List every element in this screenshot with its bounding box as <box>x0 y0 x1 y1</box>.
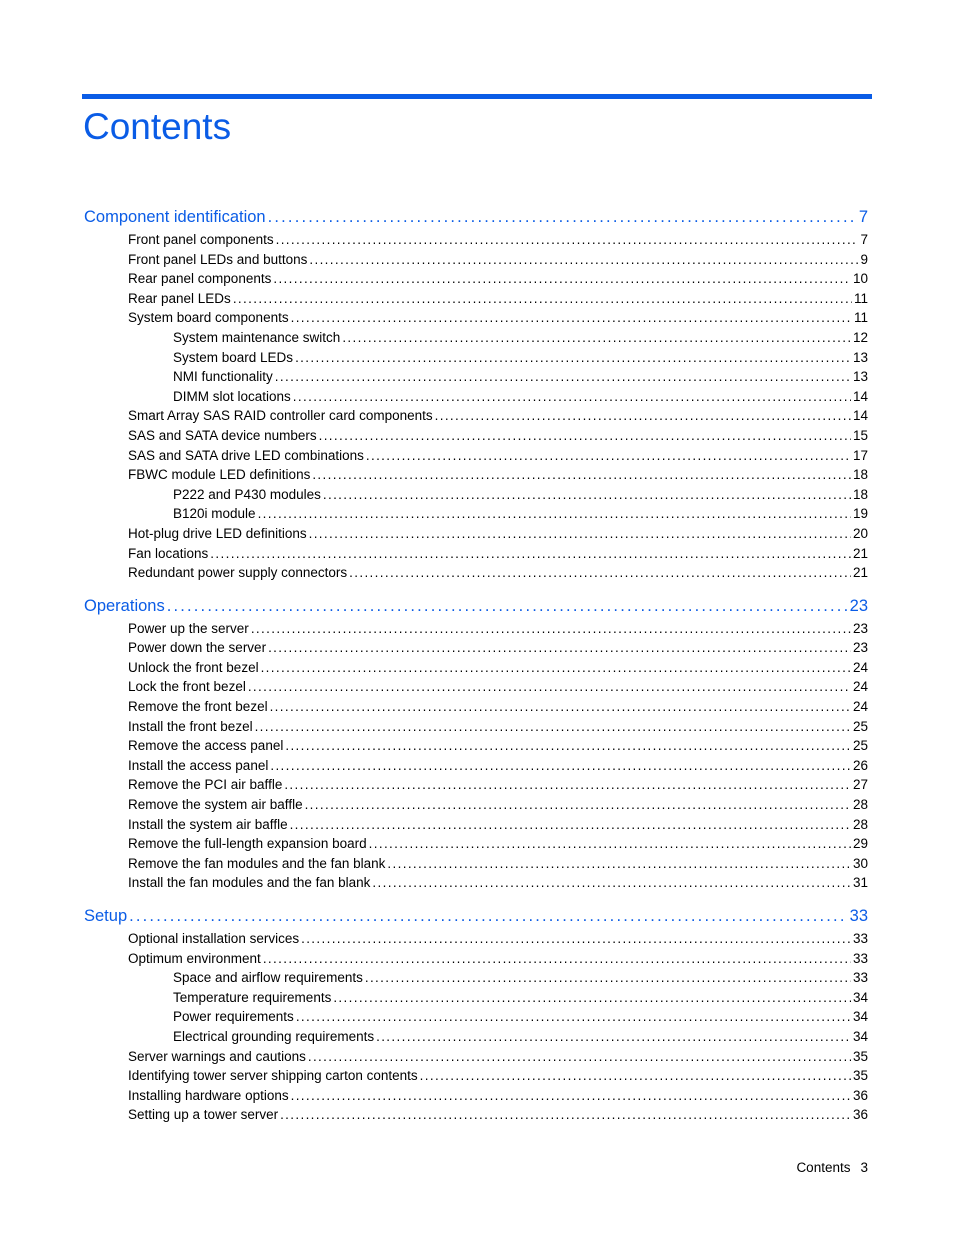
page-title: Contents <box>83 106 232 147</box>
toc-entry-title: Install the system air baffle <box>128 816 288 832</box>
toc-entry-page-number: 31 <box>852 875 868 891</box>
toc-entry-title: Front panel LEDs and buttons <box>128 251 308 267</box>
toc-entry-title: Remove the front bezel <box>128 699 268 715</box>
toc-entry-page-number: 35 <box>852 1068 868 1084</box>
toc-entry-title: P222 and P430 modules <box>173 486 321 502</box>
toc-section-entry[interactable] <box>0 658 954 678</box>
table-of-contents <box>0 204 954 1125</box>
toc-dot-leader <box>349 563 851 583</box>
toc-entry-page-number: 24 <box>852 659 868 675</box>
toc-entry-title: System board components <box>128 310 289 326</box>
toc-dot-leader <box>268 204 857 230</box>
page-footer <box>796 1158 868 1178</box>
toc-section-entry[interactable] <box>0 1047 954 1067</box>
toc-chapter-entry[interactable] <box>0 204 954 230</box>
toc-entry-page-number: 34 <box>852 1009 868 1025</box>
toc-dot-leader <box>167 593 848 619</box>
toc-entry-page-number: 21 <box>852 565 868 581</box>
toc-section-entry[interactable] <box>0 834 954 854</box>
toc-dot-leader <box>263 949 851 969</box>
toc-dot-leader <box>387 854 851 874</box>
toc-subsection-entry[interactable] <box>0 1007 954 1027</box>
toc-dot-leader <box>366 446 851 466</box>
toc-entry-page-number: 36 <box>852 1107 868 1123</box>
toc-dot-leader <box>268 638 851 658</box>
toc-section-entry[interactable] <box>0 677 954 697</box>
toc-entry-title: Power down the server <box>128 640 267 656</box>
toc-entry-page-number: 11 <box>853 310 868 326</box>
toc-dot-leader <box>323 485 851 505</box>
toc-entry-page-number: 27 <box>852 777 868 793</box>
toc-entry-page-number: 12 <box>852 329 868 345</box>
toc-dot-leader <box>308 1047 851 1067</box>
toc-dot-leader <box>255 717 851 737</box>
toc-entry-page-number: 35 <box>852 1048 868 1064</box>
toc-section-entry[interactable] <box>0 736 954 756</box>
toc-entry-page-number: 18 <box>852 467 868 483</box>
toc-dot-leader <box>129 903 848 929</box>
toc-entry-page-number: 11 <box>853 290 868 306</box>
toc-entry-page-number: 19 <box>852 506 868 522</box>
toc-entry-title: Rear panel components <box>128 271 272 287</box>
toc-dot-leader <box>305 795 851 815</box>
toc-section-entry[interactable] <box>0 426 954 446</box>
toc-dot-leader <box>312 465 851 485</box>
toc-entry-title: Setup <box>84 907 128 925</box>
toc-dot-leader <box>369 834 851 854</box>
toc-entry-title: Identifying tower server shipping carton contents <box>128 1068 418 1084</box>
toc-entry-title: Unlock the front bezel <box>128 659 259 675</box>
toc-entry-page-number: 14 <box>852 388 868 404</box>
toc-dot-leader <box>293 387 851 407</box>
toc-entry-title: Fan locations <box>128 545 209 561</box>
toc-entry-title: Power requirements <box>173 1009 294 1025</box>
toc-entry-title: FBWC module LED definitions <box>128 467 311 483</box>
toc-section-entry[interactable] <box>0 756 954 776</box>
toc-entry-title: Remove the full-length expansion board <box>128 836 367 852</box>
toc-subsection-entry[interactable] <box>0 387 954 407</box>
toc-entry-title: Space and airflow requirements <box>173 970 363 986</box>
toc-dot-leader <box>309 524 851 544</box>
toc-dot-leader <box>365 968 851 988</box>
toc-entry-title: Remove the PCI air baffle <box>128 777 283 793</box>
toc-entry-page-number: 33 <box>852 970 868 986</box>
toc-entry-title: Optional installation services <box>128 931 300 946</box>
toc-entry-page-number: 23 <box>849 596 868 615</box>
toc-chapter-entry[interactable] <box>0 593 954 619</box>
toc-dot-leader <box>248 677 851 697</box>
toc-entry-page-number: 30 <box>852 855 868 871</box>
toc-section-entry[interactable] <box>0 697 954 717</box>
toc-entry-page-number: 33 <box>852 950 868 966</box>
toc-dot-leader <box>376 1027 851 1047</box>
toc-entry-page-number: 13 <box>852 369 868 385</box>
toc-dot-leader <box>309 250 858 270</box>
toc-subsection-entry[interactable] <box>0 367 954 387</box>
toc-entry-title: Smart Array SAS RAID controller card components <box>128 408 433 424</box>
toc-section-entry[interactable] <box>0 638 954 658</box>
toc-entry-page-number: 14 <box>852 408 868 424</box>
toc-entry-page-number: 7 <box>858 208 868 226</box>
toc-entry-title: Component identification <box>84 208 266 226</box>
toc-dot-leader <box>258 504 851 524</box>
toc-dot-leader <box>276 230 859 250</box>
toc-entry-title: Install the front bezel <box>128 718 253 734</box>
toc-entry-title: Optimum environment <box>128 950 261 966</box>
toc-entry-title: Front panel components <box>128 232 274 247</box>
toc-entry-title: B120i module <box>173 506 256 522</box>
toc-entry-page-number: 24 <box>852 679 868 695</box>
toc-entry-title: SAS and SATA drive LED combinations <box>128 447 364 463</box>
toc-entry-page-number: 28 <box>852 816 868 832</box>
toc-entry-title: Install the access panel <box>128 757 269 773</box>
toc-entry-title: Hot-plug drive LED definitions <box>128 525 307 541</box>
toc-entry-page-number: 10 <box>852 271 868 287</box>
toc-entry-title: Temperature requirements <box>173 989 332 1005</box>
toc-section-entry[interactable] <box>0 544 954 564</box>
toc-entry-title: DIMM slot locations <box>173 388 291 404</box>
toc-dot-leader <box>251 619 851 639</box>
toc-dot-leader <box>301 929 851 949</box>
toc-entry-title: Rear panel LEDs <box>128 290 231 306</box>
title-rule <box>82 94 872 99</box>
toc-entry-page-number: 25 <box>852 718 868 734</box>
toc-entry-title: System maintenance switch <box>173 329 341 345</box>
toc-subsection-entry[interactable] <box>0 485 954 505</box>
toc-dot-leader <box>233 289 852 309</box>
toc-entry-page-number: 20 <box>852 525 868 541</box>
toc-section-entry[interactable] <box>0 949 954 969</box>
toc-dot-leader <box>291 1086 851 1106</box>
toc-dot-leader <box>333 988 851 1008</box>
toc-dot-leader <box>296 1007 851 1027</box>
toc-entry-title: NMI functionality <box>173 369 273 385</box>
toc-dot-leader <box>290 815 851 835</box>
toc-entry-title: Lock the front bezel <box>128 679 246 695</box>
toc-entry-page-number: 34 <box>852 1028 868 1044</box>
toc-entry-page-number: 23 <box>852 620 868 636</box>
toc-dot-leader <box>270 697 851 717</box>
toc-section-entry[interactable] <box>0 815 954 835</box>
toc-section-entry[interactable] <box>0 775 954 795</box>
toc-section-entry[interactable] <box>0 465 954 485</box>
toc-dot-leader <box>319 426 851 446</box>
toc-section-entry[interactable] <box>0 269 954 289</box>
toc-section-entry[interactable] <box>0 795 954 815</box>
toc-dot-leader <box>210 544 851 564</box>
toc-dot-leader <box>420 1066 851 1086</box>
toc-entry-page-number: 9 <box>860 251 868 267</box>
toc-section-entry[interactable] <box>0 619 954 639</box>
toc-entry-title: SAS and SATA device numbers <box>128 427 317 443</box>
toc-entry-title: System board LEDs <box>173 349 294 365</box>
toc-dot-leader <box>342 328 851 348</box>
toc-section-entry[interactable] <box>0 289 954 309</box>
toc-section-entry[interactable] <box>0 250 954 270</box>
footer-section-label: Contents <box>796 1160 851 1175</box>
toc-section-entry[interactable] <box>0 854 954 874</box>
toc-entry-title: Remove the system air baffle <box>128 797 303 813</box>
toc-subsection-entry[interactable] <box>0 968 954 988</box>
toc-entry-page-number: 15 <box>852 427 868 443</box>
toc-dot-leader <box>295 348 851 368</box>
toc-section-entry[interactable] <box>0 406 954 426</box>
toc-subsection-entry[interactable] <box>0 348 954 368</box>
toc-entry-page-number: 13 <box>852 349 868 365</box>
toc-entry-page-number: 21 <box>852 545 868 561</box>
toc-entry-title: Electrical grounding requirements <box>173 1028 375 1044</box>
toc-dot-leader <box>261 658 851 678</box>
toc-entry-title: Install the fan modules and the fan blank <box>128 875 371 891</box>
toc-subsection-entry[interactable] <box>0 988 954 1008</box>
toc-subsection-entry[interactable] <box>0 1027 954 1047</box>
toc-entry-page-number: 7 <box>860 232 868 247</box>
toc-section-entry[interactable] <box>0 929 954 949</box>
toc-entry-page-number: 33 <box>849 907 868 925</box>
toc-entry-page-number: 29 <box>852 836 868 852</box>
toc-entry-title: Power up the server <box>128 620 249 636</box>
toc-dot-leader <box>372 873 851 893</box>
toc-dot-leader <box>435 406 851 426</box>
toc-entry-page-number: 34 <box>852 989 868 1005</box>
toc-dot-leader <box>285 736 851 756</box>
toc-entry-title: Operations <box>84 596 165 615</box>
toc-section-entry[interactable] <box>0 1066 954 1086</box>
footer-page-number: 3 <box>860 1160 868 1175</box>
toc-entry-page-number: 24 <box>852 699 868 715</box>
toc-dot-leader <box>273 269 851 289</box>
toc-entry-title: Setting up a tower server <box>128 1107 279 1123</box>
toc-chapter-entry[interactable] <box>0 903 954 929</box>
toc-entry-page-number: 25 <box>852 738 868 754</box>
toc-entry-title: Remove the fan modules and the fan blank <box>128 855 386 871</box>
toc-section-entry[interactable] <box>0 1086 954 1106</box>
toc-entry-title: Remove the access panel <box>128 738 284 754</box>
toc-entry-page-number: 18 <box>852 486 868 502</box>
toc-section-entry[interactable] <box>0 308 954 328</box>
toc-section-entry[interactable] <box>0 1105 954 1125</box>
toc-entry-page-number: 33 <box>852 931 868 946</box>
toc-section-entry[interactable] <box>0 524 954 544</box>
toc-section-entry[interactable] <box>0 717 954 737</box>
toc-entry-page-number: 36 <box>852 1087 868 1103</box>
toc-entry-page-number: 17 <box>852 447 868 463</box>
toc-entry-title: Installing hardware options <box>128 1087 289 1103</box>
toc-dot-leader <box>275 367 851 387</box>
toc-section-entry[interactable] <box>0 563 954 583</box>
toc-dot-leader <box>280 1105 851 1125</box>
toc-entry-page-number: 26 <box>852 757 868 773</box>
toc-entry-title: Redundant power supply connectors <box>128 565 348 581</box>
toc-section-entry[interactable] <box>0 230 954 250</box>
toc-entry-title: Server warnings and cautions <box>128 1048 306 1064</box>
toc-dot-leader <box>291 308 852 328</box>
toc-dot-leader <box>284 775 851 795</box>
toc-section-entry[interactable] <box>0 446 954 466</box>
toc-dot-leader <box>270 756 851 776</box>
toc-section-entry[interactable] <box>0 873 954 893</box>
toc-subsection-entry[interactable] <box>0 328 954 348</box>
toc-entry-page-number: 28 <box>852 797 868 813</box>
toc-subsection-entry[interactable] <box>0 504 954 524</box>
toc-entry-page-number: 23 <box>852 640 868 656</box>
